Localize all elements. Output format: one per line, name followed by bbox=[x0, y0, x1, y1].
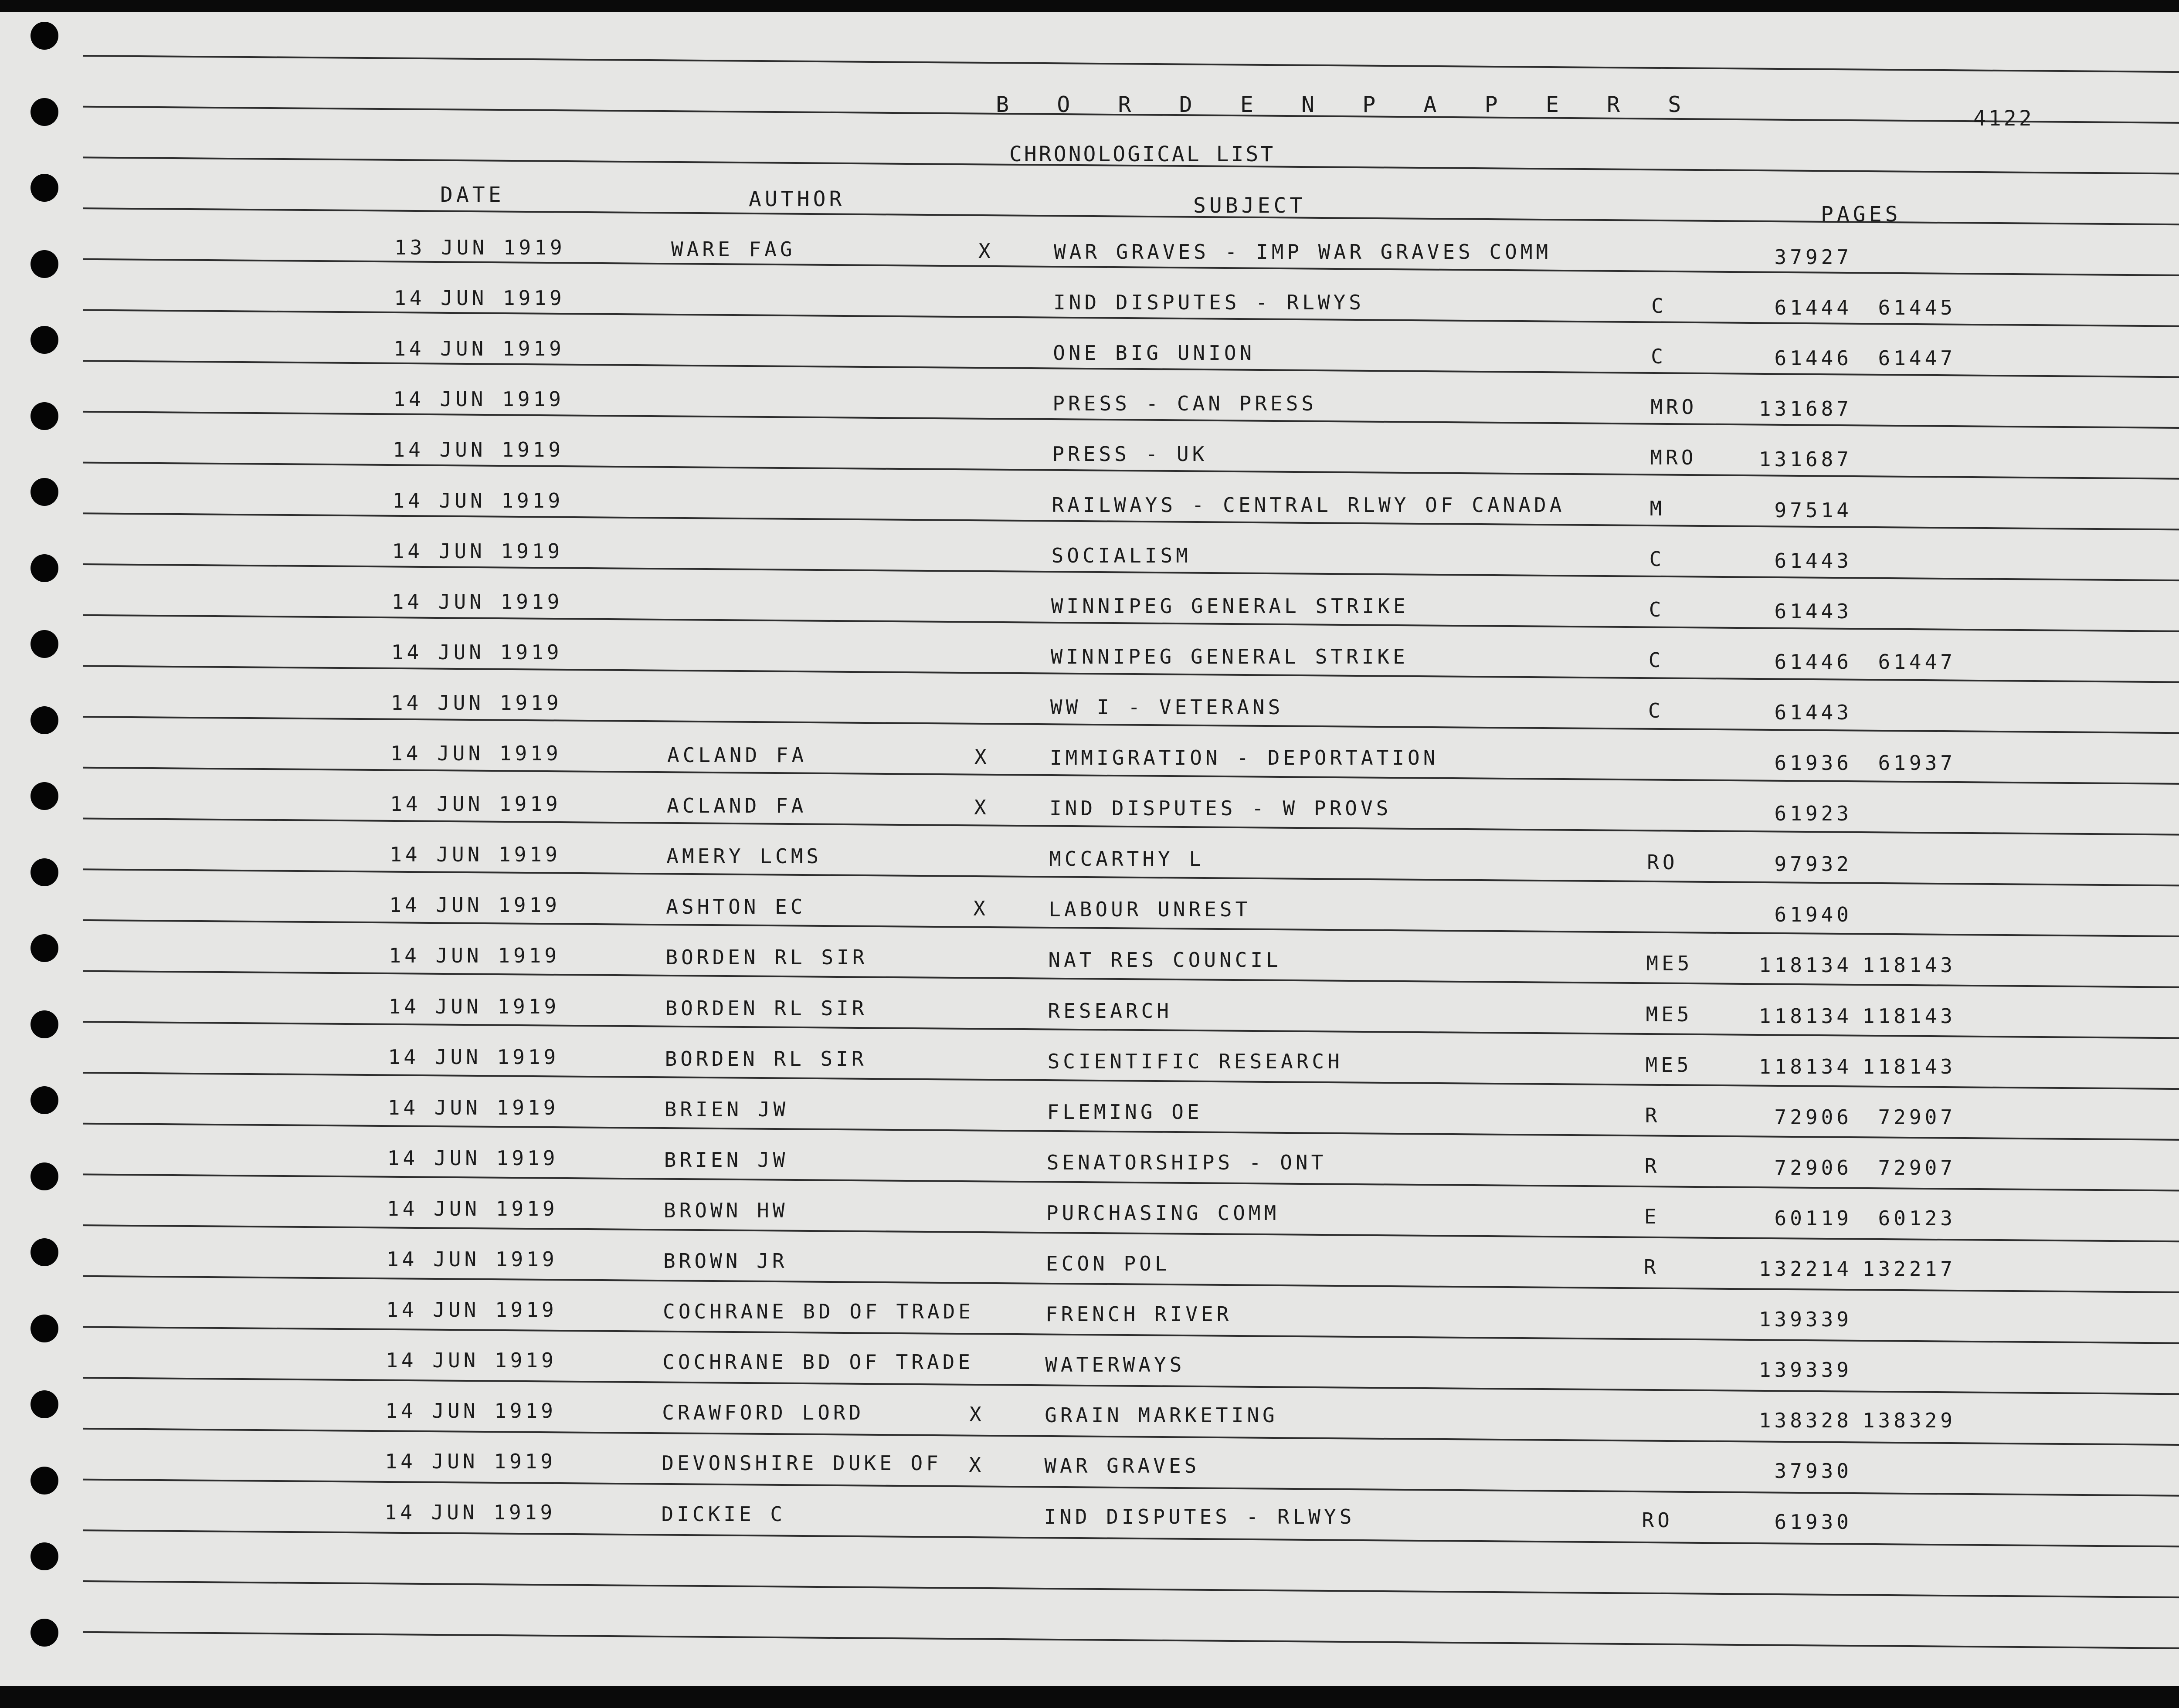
row-subject: PRESS - UK bbox=[1052, 442, 1208, 466]
rule-line bbox=[83, 920, 2179, 937]
row-page-from: 118134 bbox=[1758, 1054, 1852, 1078]
feed-hole bbox=[31, 858, 58, 886]
document-title: B O R D E N P A P E R S bbox=[996, 92, 1699, 117]
row-subject: GRAIN MARKETING bbox=[1045, 1403, 1278, 1427]
row-author: AMERY LCMS bbox=[666, 844, 822, 868]
document-subtitle: CHRONOLOGICAL LIST bbox=[1009, 142, 1276, 166]
row-page-from: 72906 bbox=[1774, 1105, 1852, 1129]
row-code: RO bbox=[1642, 1508, 1673, 1532]
rule-line bbox=[83, 1581, 2179, 1598]
row-date: 14 JUN 1919 bbox=[391, 640, 563, 664]
row-subject: IND DISPUTES - W PROVS bbox=[1049, 796, 1392, 820]
row-flag: X bbox=[969, 1403, 985, 1427]
row-subject: IND DISPUTES - RLWYS bbox=[1044, 1505, 1355, 1528]
row-author: ACLAND FA bbox=[667, 743, 808, 767]
row-code: R bbox=[1644, 1154, 1660, 1178]
row-subject: SENATORSHIPS - ONT bbox=[1046, 1150, 1327, 1174]
row-date: 14 JUN 1919 bbox=[390, 742, 562, 765]
row-page-from: 131687 bbox=[1758, 397, 1852, 421]
row-date: 14 JUN 1919 bbox=[394, 337, 565, 361]
row-page-to: 72907 bbox=[1878, 1105, 1956, 1129]
feed-hole bbox=[31, 250, 58, 278]
row-page-to: 60123 bbox=[1878, 1206, 1956, 1230]
row-page-from: 139339 bbox=[1758, 1358, 1852, 1382]
row-code: MRO bbox=[1650, 446, 1697, 470]
row-subject: WAR GRAVES - IMP WAR GRAVES COMM bbox=[1054, 240, 1552, 264]
row-page-from: 139339 bbox=[1758, 1308, 1852, 1332]
row-code: R bbox=[1645, 1103, 1661, 1127]
row-page-to: 138329 bbox=[1862, 1409, 1956, 1433]
feed-hole bbox=[31, 402, 58, 430]
rule-line bbox=[83, 819, 2179, 835]
row-flag: X bbox=[974, 745, 990, 769]
row-author: BROWN JR bbox=[663, 1249, 788, 1273]
rule-line bbox=[83, 717, 2179, 733]
row-page-from: 97932 bbox=[1774, 852, 1852, 876]
row-subject: ECON POL bbox=[1046, 1252, 1171, 1275]
row-code: ME5 bbox=[1646, 952, 1693, 976]
row-date: 14 JUN 1919 bbox=[385, 1450, 557, 1474]
row-subject: FLEMING OE bbox=[1047, 1100, 1203, 1124]
rule-line bbox=[83, 869, 2179, 886]
row-page-to: 118143 bbox=[1862, 1054, 1956, 1078]
row-subject: PURCHASING COMM bbox=[1046, 1201, 1280, 1225]
column-header-date: DATE bbox=[440, 183, 505, 207]
row-flag: X bbox=[973, 897, 989, 921]
row-subject: WW I - VETERANS bbox=[1050, 695, 1284, 719]
row-page-from: 118134 bbox=[1758, 1004, 1852, 1028]
row-subject: IMMIGRATION - DEPORTATION bbox=[1050, 746, 1439, 769]
feed-hole bbox=[31, 1619, 58, 1647]
row-author: BORDEN RL SIR bbox=[665, 1047, 867, 1071]
row-date: 14 JUN 1919 bbox=[394, 286, 565, 310]
row-page-to: 118143 bbox=[1862, 1004, 1956, 1028]
row-date: 14 JUN 1919 bbox=[386, 1349, 557, 1372]
row-subject: ONE BIG UNION bbox=[1053, 341, 1256, 365]
rule-line bbox=[83, 56, 2179, 72]
row-date: 14 JUN 1919 bbox=[388, 994, 560, 1018]
row-author: DEVONSHIRE DUKE OF bbox=[662, 1451, 942, 1475]
row-flag: X bbox=[974, 796, 990, 820]
row-page-from: 61443 bbox=[1774, 549, 1852, 573]
row-page-from: 118134 bbox=[1758, 953, 1852, 977]
row-code: ME5 bbox=[1645, 1053, 1692, 1077]
row-page-from: 132214 bbox=[1758, 1257, 1852, 1281]
row-subject: SCIENTIFIC RESEARCH bbox=[1047, 1049, 1343, 1073]
feed-hole bbox=[31, 630, 58, 658]
row-author: ASHTON EC bbox=[666, 895, 806, 919]
row-date: 14 JUN 1919 bbox=[390, 843, 561, 867]
row-code: RO bbox=[1647, 851, 1678, 874]
feed-hole bbox=[31, 554, 58, 582]
feed-hole bbox=[31, 22, 58, 50]
row-date: 14 JUN 1919 bbox=[389, 944, 560, 968]
row-page-from: 61446 bbox=[1774, 650, 1852, 674]
row-date: 14 JUN 1919 bbox=[392, 488, 564, 512]
row-date: 14 JUN 1919 bbox=[387, 1146, 559, 1170]
row-date: 14 JUN 1919 bbox=[390, 792, 561, 816]
row-page-from: 61443 bbox=[1774, 599, 1852, 623]
feed-hole bbox=[31, 98, 58, 126]
row-author: BORDEN RL SIR bbox=[665, 996, 868, 1020]
rule-line bbox=[83, 1632, 2179, 1649]
row-page-to: 118143 bbox=[1862, 953, 1956, 977]
feed-hole bbox=[31, 1086, 58, 1114]
row-flag: X bbox=[978, 239, 994, 263]
feed-hole bbox=[31, 326, 58, 354]
row-author: BRIEN JW bbox=[664, 1148, 789, 1172]
row-author: WARE FAG bbox=[671, 237, 796, 261]
row-page-from: 37927 bbox=[1774, 245, 1852, 269]
row-subject: PRESS - CAN PRESS bbox=[1052, 392, 1317, 416]
feed-hole bbox=[31, 1315, 58, 1342]
rule-line bbox=[83, 1378, 2179, 1394]
row-page-from: 61930 bbox=[1774, 1510, 1852, 1534]
rule-line bbox=[83, 1530, 2179, 1547]
row-subject: WINNIPEG GENERAL STRIKE bbox=[1051, 594, 1409, 618]
row-subject: SOCIALISM bbox=[1051, 543, 1191, 567]
row-date: 14 JUN 1919 bbox=[392, 539, 563, 563]
row-author: CRAWFORD LORD bbox=[662, 1401, 865, 1425]
row-code: C bbox=[1651, 345, 1666, 369]
column-header-subject: SUBJECT bbox=[1193, 193, 1306, 218]
feed-hole bbox=[31, 174, 58, 202]
row-subject: WAR GRAVES bbox=[1044, 1454, 1200, 1478]
row-author: BORDEN RL SIR bbox=[665, 946, 868, 969]
row-date: 14 JUN 1919 bbox=[384, 1500, 556, 1524]
column-header-author: AUTHOR bbox=[749, 187, 845, 211]
row-date: 14 JUN 1919 bbox=[387, 1196, 558, 1220]
feed-hole bbox=[31, 1238, 58, 1266]
row-page-to: 61937 bbox=[1878, 751, 1956, 775]
row-subject: NAT RES COUNCIL bbox=[1048, 948, 1282, 972]
row-page-from: 61923 bbox=[1774, 802, 1852, 826]
row-author: BRIEN JW bbox=[664, 1097, 789, 1121]
feed-hole bbox=[31, 934, 58, 962]
row-author: COCHRANE BD OF TRADE bbox=[662, 1350, 974, 1374]
row-flag: X bbox=[969, 1453, 985, 1477]
row-code: E bbox=[1644, 1204, 1660, 1228]
row-date: 14 JUN 1919 bbox=[385, 1399, 557, 1423]
row-date: 14 JUN 1919 bbox=[388, 1045, 560, 1069]
row-page-from: 72906 bbox=[1774, 1156, 1852, 1179]
row-page-from: 61444 bbox=[1774, 296, 1852, 320]
feed-hole bbox=[31, 1010, 58, 1038]
row-page-from: 138328 bbox=[1758, 1409, 1852, 1433]
row-date: 14 JUN 1919 bbox=[390, 691, 562, 715]
row-code: C bbox=[1648, 648, 1664, 672]
row-page-from: 61443 bbox=[1774, 700, 1852, 724]
row-author: COCHRANE BD OF TRADE bbox=[663, 1300, 974, 1324]
feed-hole bbox=[31, 706, 58, 734]
row-page-from: 37930 bbox=[1774, 1459, 1852, 1483]
feed-hole bbox=[31, 782, 58, 810]
row-author: ACLAND FA bbox=[667, 794, 807, 818]
row-page-to: 61447 bbox=[1878, 650, 1956, 674]
row-date: 14 JUN 1919 bbox=[389, 893, 560, 917]
row-code: C bbox=[1649, 597, 1665, 621]
row-code: C bbox=[1649, 547, 1665, 571]
feed-hole bbox=[31, 1162, 58, 1190]
row-author: BROWN HW bbox=[663, 1198, 788, 1222]
row-page-from: 61936 bbox=[1774, 751, 1852, 775]
row-subject: RESEARCH bbox=[1048, 999, 1173, 1023]
row-date: 14 JUN 1919 bbox=[393, 438, 564, 462]
row-page-from: 61940 bbox=[1774, 903, 1852, 927]
row-subject: MCCARTHY L bbox=[1049, 847, 1205, 871]
row-subject: FRENCH RIVER bbox=[1045, 1302, 1232, 1326]
row-subject: WINNIPEG GENERAL STRIKE bbox=[1050, 644, 1409, 668]
row-page-to: 61447 bbox=[1878, 346, 1956, 370]
row-code: R bbox=[1644, 1255, 1660, 1279]
row-code: C bbox=[1651, 294, 1667, 318]
row-date: 14 JUN 1919 bbox=[387, 1247, 558, 1271]
sheet-number: 4122 bbox=[1973, 106, 2034, 131]
row-page-to: 72907 bbox=[1878, 1156, 1956, 1179]
row-page-from: 61446 bbox=[1774, 346, 1852, 370]
feed-hole bbox=[31, 1542, 58, 1570]
row-date: 14 JUN 1919 bbox=[391, 590, 563, 613]
row-page-to: 61445 bbox=[1878, 296, 1956, 320]
feed-hole bbox=[31, 1390, 58, 1418]
row-code: M bbox=[1650, 496, 1666, 520]
row-page-from: 97514 bbox=[1774, 498, 1852, 522]
row-page-to: 132217 bbox=[1862, 1257, 1956, 1281]
row-page-from: 131687 bbox=[1758, 447, 1852, 471]
row-code: MRO bbox=[1650, 395, 1697, 419]
column-header-pages: PAGES bbox=[1821, 202, 1901, 227]
row-code: C bbox=[1648, 698, 1664, 722]
row-subject: IND DISPUTES - RLWYS bbox=[1053, 291, 1364, 315]
feed-hole bbox=[31, 478, 58, 506]
row-date: 14 JUN 1919 bbox=[393, 387, 564, 411]
row-subject: RAILWAYS - CENTRAL RLWY OF CANADA bbox=[1052, 493, 1565, 517]
row-subject: LABOUR UNREST bbox=[1049, 898, 1251, 922]
rule-line bbox=[83, 1327, 2179, 1344]
row-subject: WATERWAYS bbox=[1045, 1353, 1185, 1377]
row-date: 14 JUN 1919 bbox=[386, 1298, 557, 1322]
rule-line bbox=[83, 1480, 2179, 1496]
feed-hole bbox=[31, 1467, 58, 1494]
row-date: 14 JUN 1919 bbox=[387, 1095, 559, 1119]
row-page-from: 60119 bbox=[1774, 1206, 1852, 1230]
row-author: DICKIE C bbox=[661, 1502, 786, 1526]
row-date: 13 JUN 1919 bbox=[394, 236, 566, 259]
row-code: ME5 bbox=[1646, 1002, 1693, 1026]
